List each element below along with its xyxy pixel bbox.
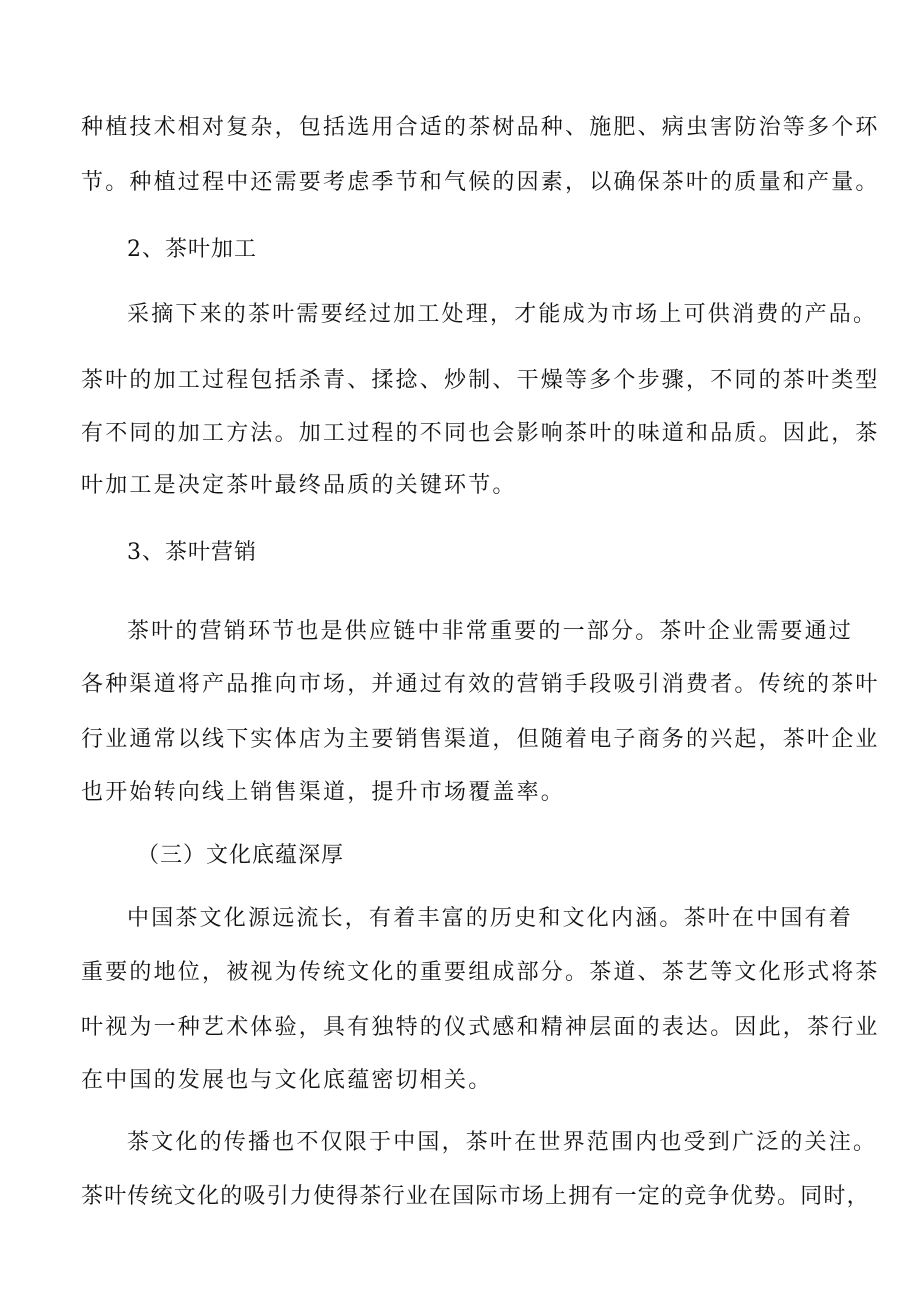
paragraph-5-line-1: 茶文化的传播也不仅限于中国，茶叶在世界范围内也受到广泛的关注。 <box>127 1130 878 1155</box>
paragraph-4-line-3: 叶视为一种艺术体验，具有独特的仪式感和精神层面的表达。因此，茶行业 <box>81 1015 880 1040</box>
paragraph-3-line-2: 各种渠道将产品推向市场，并通过有效的营销手段吸引消费者。传统的茶叶 <box>81 672 880 697</box>
paragraph-3-line-1: 茶叶的营销环节也是供应链中非常重要的一部分。茶叶企业需要通过 <box>127 619 854 644</box>
paragraph-1-line-1: 种植技术相对复杂，包括选用合适的茶树品种、施肥、病虫害防治等多个环 <box>81 115 880 140</box>
paragraph-3-line-3: 行业通常以线下实体店为主要销售渠道，但随着电子商务的兴起，茶叶企业 <box>81 727 880 752</box>
section-title-culture: （三）文化底蕴深厚 <box>137 843 345 868</box>
paragraph-1-line-2: 节。种植过程中还需要考虑季节和气候的因素，以确保茶叶的质量和产量。 <box>81 170 880 195</box>
paragraph-3-line-4: 也开始转向线上销售渠道，提升市场覆盖率。 <box>81 780 566 805</box>
paragraph-4-line-2: 重要的地位，被视为传统文化的重要组成部分。茶道、茶艺等文化形式将茶 <box>81 960 880 985</box>
heading-tea-processing: 2、茶叶加工 <box>127 237 257 262</box>
paragraph-2-line-2: 茶叶的加工过程包括杀青、揉捻、炒制、干燥等多个步骤，不同的茶叶类型 <box>81 368 880 393</box>
paragraph-2-line-4: 叶加工是决定茶叶最终品质的关键环节。 <box>81 473 517 498</box>
heading-tea-marketing: 3、茶叶营销 <box>127 540 257 565</box>
paragraph-5-line-2: 茶叶传统文化的吸引力使得茶行业在国际市场上拥有一定的竞争优势。同时， <box>81 1184 870 1209</box>
paragraph-4-line-4: 在中国的发展也与文化底蕴密切相关。 <box>81 1068 493 1093</box>
paragraph-2-line-3: 有不同的加工方法。加工过程的不同也会影响茶叶的味道和品质。因此，茶 <box>81 421 880 446</box>
paragraph-4-line-1: 中国茶文化源远流长，有着丰富的历史和文化内涵。茶叶在中国有着 <box>127 906 854 931</box>
paragraph-2-line-1: 采摘下来的茶叶需要经过加工处理，才能成为市场上可供消费的产品。 <box>127 302 878 327</box>
